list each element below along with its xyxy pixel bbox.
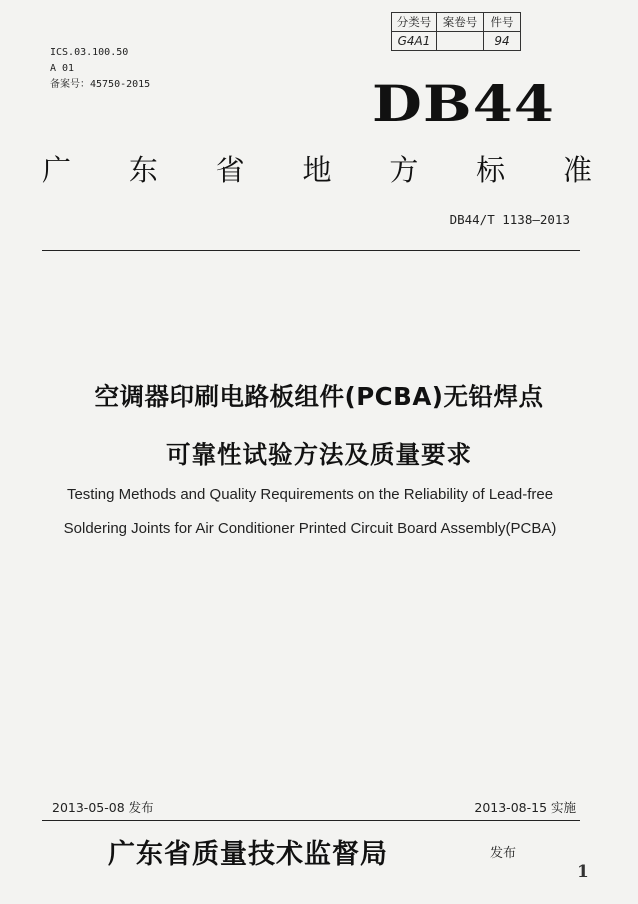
title-english-line-2: Soldering Joints for Air Conditioner Printed Circuit Board Assembly(PCBA) (63, 520, 557, 537)
stamp-header-item: 件号 (484, 13, 521, 32)
top-divider (42, 250, 580, 251)
stamp-header-volume: 案卷号 (437, 13, 484, 32)
ics-code: ICS.03.100.50 (50, 47, 129, 58)
stamp-value-volume (437, 32, 484, 51)
heading-char: 方 (389, 153, 419, 187)
stamp-value-item: 94 (484, 32, 521, 51)
heading-char: 准 (562, 153, 592, 187)
heading-char: 省 (215, 153, 245, 187)
archive-stamp (391, 12, 521, 51)
heading-char: 东 (128, 153, 158, 187)
stamp-value-category: G4A1 (392, 32, 437, 51)
bottom-divider (42, 820, 580, 821)
title-chinese-line-1: 空调器印刷电路板组件(PCBA)无铅焊点 (94, 382, 544, 411)
record-number: 备案号：45750-2015 (50, 79, 151, 90)
implementation-date: 2013-08-15 实施 (474, 800, 576, 815)
ccs-code: A 01 (50, 63, 75, 74)
issuer-suffix: 发布 (490, 846, 517, 861)
title-chinese-line-2: 可靠性试验方法及质量要求 (166, 440, 472, 469)
title-english-line-1: Testing Methods and Quality Requirements on the Reliability of Lead-free (66, 486, 554, 503)
heading-char: 广 (42, 153, 72, 187)
heading-char: 标 (476, 153, 506, 187)
heading-char: 地 (302, 153, 332, 187)
page-number: 1 (577, 862, 589, 882)
issue-date: 2013-05-08 发布 (52, 800, 154, 815)
standard-number: DB44/T 1138—2013 (449, 212, 570, 227)
stamp-header-category: 分类号 (392, 13, 437, 32)
classification-meta (50, 45, 150, 93)
standard-type-heading (42, 148, 592, 189)
issuing-authority: 广东省质量技术监督局 (108, 839, 388, 870)
standard-code-logo: DB44 (372, 74, 556, 133)
